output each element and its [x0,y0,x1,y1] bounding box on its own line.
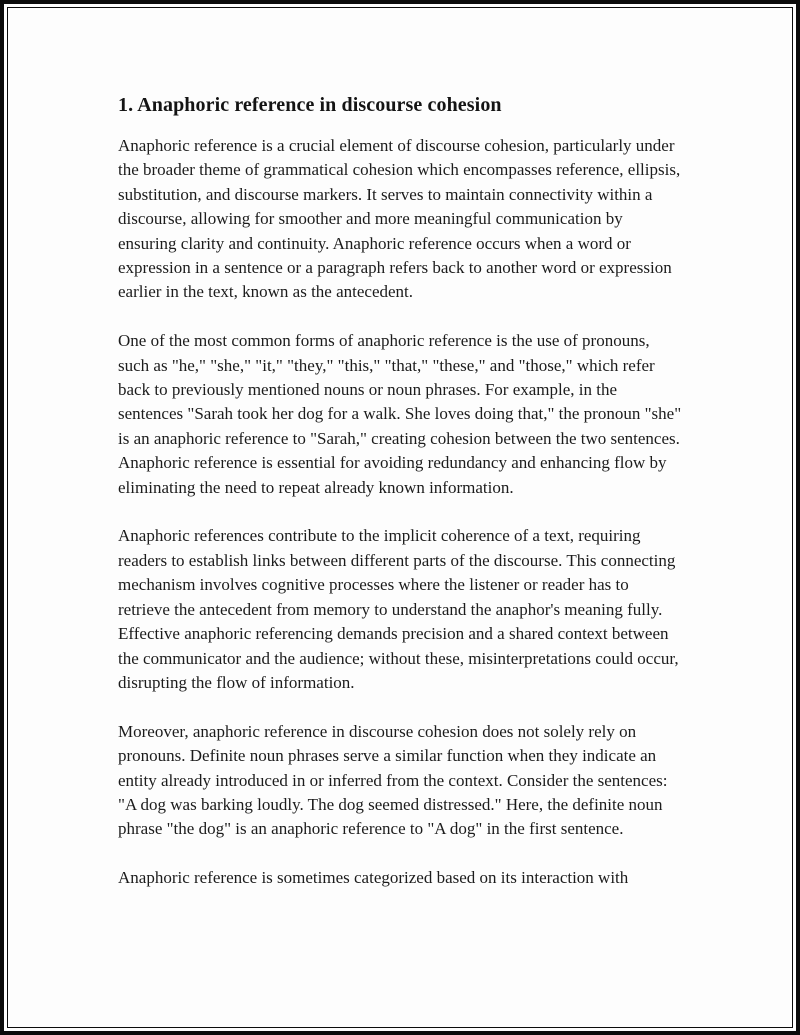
paragraph: Anaphoric reference is a crucial element of discourse cohesion, particularly under the broader theme of grammatical cohesion which encompasses reference, ellipsis, substitution, and discourse markers. It serves to maintain connectivity within a discourse, allowing for smoother and more meaningful communication by ensuring clarity and continuity. Anaphoric reference occurs when a word or expression in a sentence or a paragraph refers back to another word or expression earlier in the text, known as the antecedent. [118,136,681,302]
section-heading: 1. Anaphoric reference in discourse cohesion [118,94,502,116]
paragraph: One of the most common forms of anaphoric reference is the use of pronouns, such as "he," "she," "it," "they," "this," "that," "these," and "those," which refer back to previously mentioned nouns or noun phrases. For example, in the sentences "Sarah took her dog for a walk. She loves doing that," the pronoun "she" is an anaphoric reference to "Sarah," creating cohesion between the two sentences. Anaphoric reference is essential for avoiding redundancy and enhancing flow by eliminating the need to repeat already known information. [118,331,682,497]
paragraph: Moreover, anaphoric reference in discourse cohesion does not solely rely on pronouns. Definite noun phrases serve a similar function when they indicate an entity already introduced in or inferred from the context. Consider the sentences: "A dog was barking loudly. The dog seemed distressed." Here, the definite noun phrase "the dog" is an anaphoric reference to "A dog" in the first sentence. [118,721,668,839]
document-page [118,92,684,891]
paragraph: Anaphoric references contribute to the implicit coherence of a text, requiring readers to establish links between different parts of the discourse. This connecting mechanism involves cognitive processes where the listener or reader has to retrieve the antecedent from memory to understand the anaphor's meaning fully. Effective anaphoric referencing demands precision and a shared context between the communicator and the audience; without these, misinterpretations could occur, disrupting the flow of information. [118,526,679,692]
paragraph: Anaphoric reference is sometimes categorized based on its interaction with [118,868,629,888]
